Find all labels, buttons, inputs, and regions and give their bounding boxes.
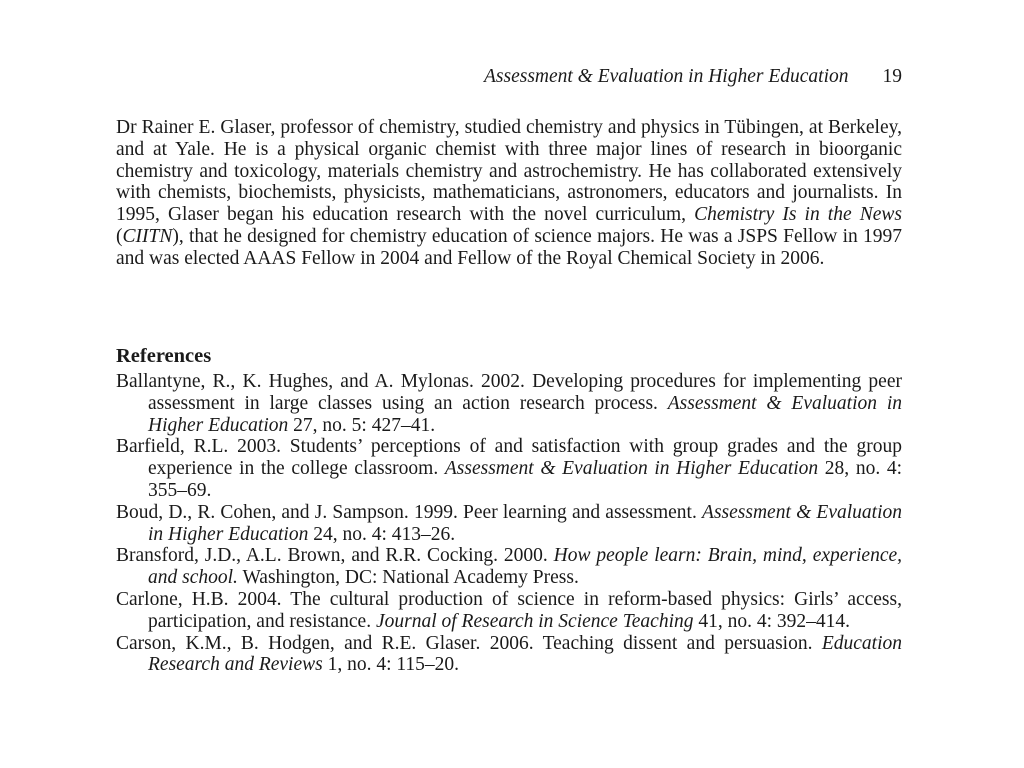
reference-source: How people learn: Brain, mind, experience, and school. bbox=[148, 545, 903, 589]
reference-text: Boud, D., R. Cohen, and J. Sampson. 1999. Peer learning and assessment. bbox=[116, 501, 703, 523]
reference-details: 27, no. 5: 427–41. bbox=[288, 414, 436, 436]
reference-text: Barfield, R.L. 2003. Students’ perceptions of and satisfaction with group grades and the group experience in the college classroom. bbox=[116, 436, 902, 480]
reference-details: 28, no. 4: 355–69. bbox=[148, 458, 902, 501]
author-biography bbox=[116, 117, 902, 270]
running-head bbox=[484, 64, 902, 90]
reference-text: Ballantyne, R., K. Hughes, and A. Mylonas. 2002. Developing procedures for implementing peer assessment in large classes using an action research process. bbox=[116, 371, 902, 414]
references-list bbox=[116, 371, 902, 676]
reference-details: 1, no. 4: 115–20. bbox=[322, 654, 460, 676]
bio-text: ( bbox=[116, 225, 123, 247]
reference-source: Education Research and Reviews bbox=[148, 632, 902, 676]
reference-item bbox=[116, 436, 902, 501]
reference-source: Assessment & Evaluation in Higher Education bbox=[148, 392, 902, 436]
curriculum-abbreviation: CIITN bbox=[122, 225, 173, 247]
reference-text: Carlone, H.B. 2004. The cultural production of science in reform-based physics: Girls’ access, participation, and resistance. bbox=[116, 588, 902, 632]
reference-source: Assessment & Evaluation in Higher Education bbox=[148, 501, 902, 545]
references-heading: References bbox=[116, 345, 212, 367]
journal-title: Assessment & Evaluation in Higher Education bbox=[483, 66, 849, 87]
reference-text: Bransford, J.D., A.L. Brown, and R.R. Cocking. 2000. bbox=[116, 545, 554, 567]
reference-item bbox=[116, 633, 902, 677]
page-number: 19 bbox=[882, 66, 902, 87]
reference-item bbox=[116, 545, 902, 589]
reference-source: Assessment & Evaluation in Higher Education bbox=[444, 458, 819, 480]
reference-details: Washington, DC: National Academy Press. bbox=[237, 567, 579, 589]
reference-item bbox=[116, 502, 902, 546]
reference-details: 24, no. 4: 413–26. bbox=[308, 523, 456, 545]
bio-text: ), that he designed for chemistry education of science majors. He was a JSPS Fellow in 1997 and was elected AAAS Fellow in 2004 and Fellow of the Royal Chemical Society in 2006. bbox=[116, 225, 902, 269]
bio-text: Dr Rainer E. Glaser, professor of chemistry, studied chemistry and physics in Tübingen, at Berkeley, and at Yale. He is a physical organic chemist with three major lines of research in bioorganic chemistry and toxicology, materials chemistry and astrochemistry. He has collaborated extensively with chemists, biochemists, physicists, mathematicians, astronomers, educators and journalists. In 1995, Glaser began his education research with the novel curriculum, bbox=[116, 117, 902, 226]
curriculum-title: Chemistry Is in the News bbox=[694, 204, 902, 226]
reference-item bbox=[116, 371, 902, 436]
reference-source: Journal of Research in Science Teaching bbox=[375, 610, 694, 632]
reference-item bbox=[116, 589, 902, 633]
reference-details: 41, no. 4: 392–414. bbox=[693, 610, 851, 632]
reference-text: Carson, K.M., B. Hodgen, and R.E. Glaser. 2006. Teaching dissent and persuasion. bbox=[116, 632, 822, 654]
